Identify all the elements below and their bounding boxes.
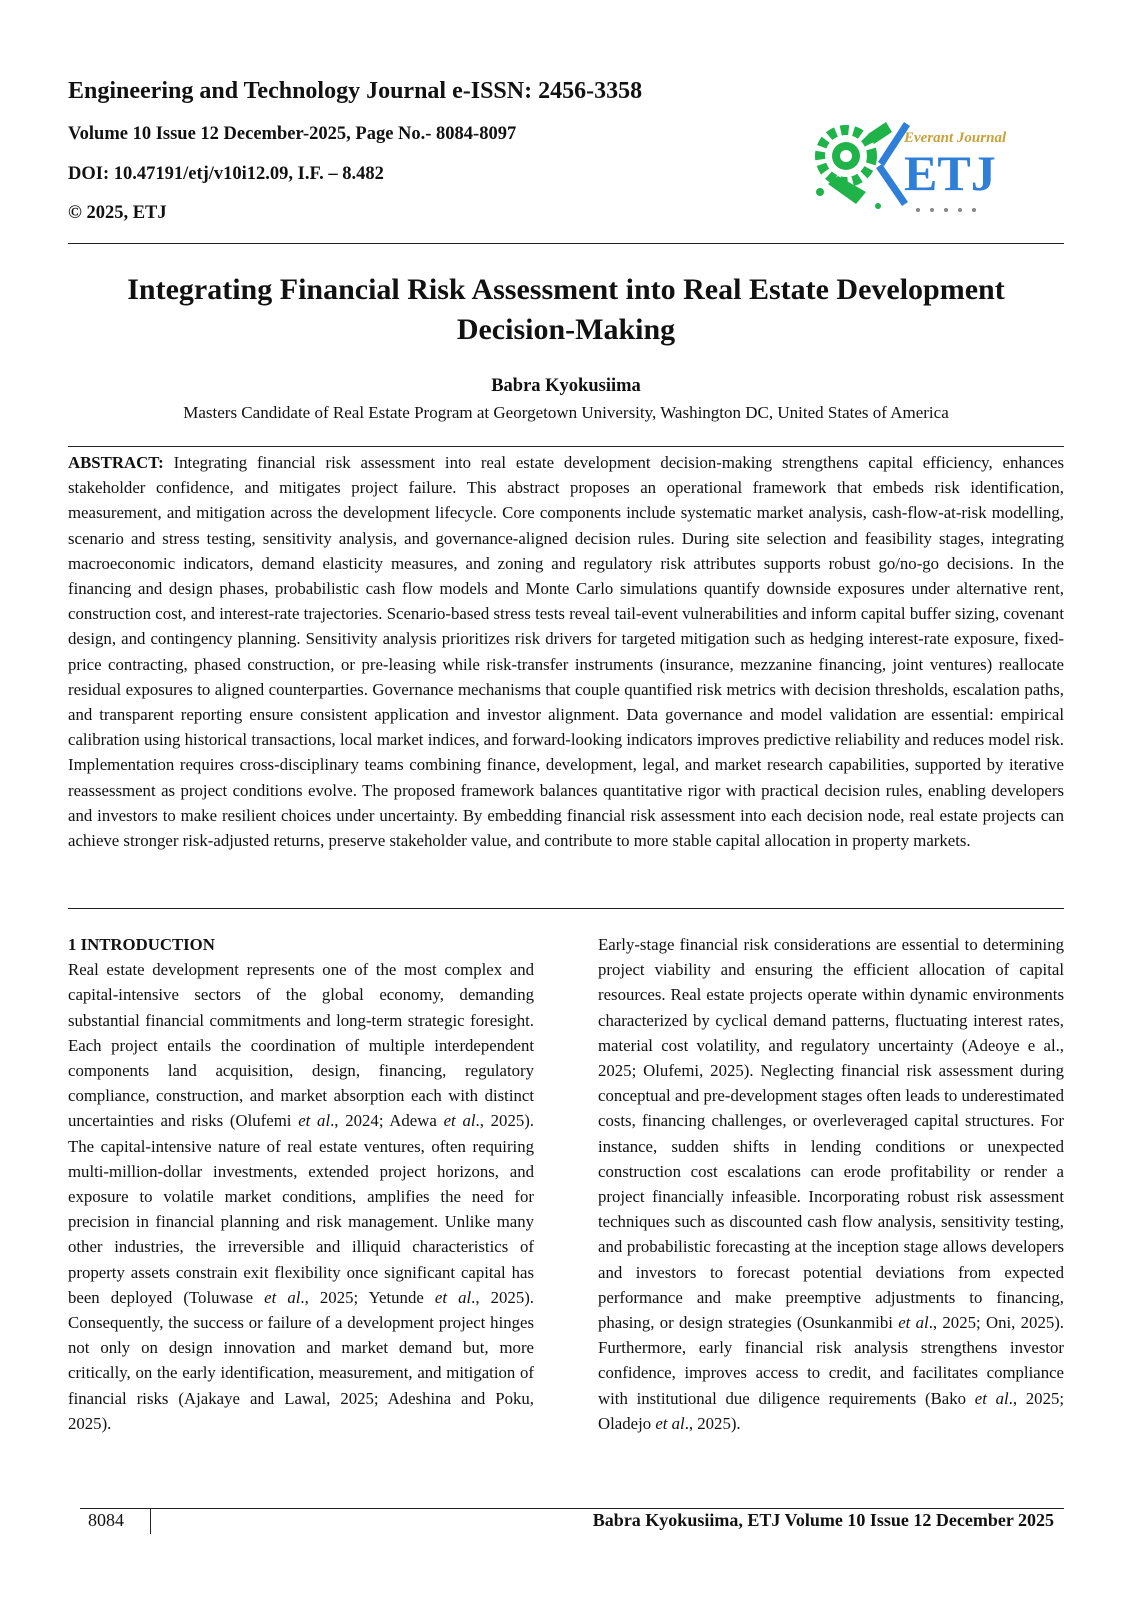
volume-info: Volume 10 Issue 12 December-2025, Page No.- 8084-8097 [68,124,517,144]
copyright-notice: © 2025, ETJ [68,203,167,223]
text-run: ., 2024; Adewa [330,1111,444,1131]
journal-title: Engineering and Technology Journal e-ISSN: 2456-3358 [68,78,643,104]
italic-text-run: et al [264,1287,301,1307]
footer-vertical-separator [150,1508,151,1534]
text-run: Real estate development represents one of the most complex and capital-intensive sectors of the global economy, demanding substantial financial commitments and long-term strategic foresight. Each project entails the coordination of multiple interdependent components land acquisition, design, financing, regulatory compliance, construction, and market absorption each with distinct uncertainties and risks (Olufemi [68,960,534,1131]
text-run: ., 2025; Oladejo [598,1388,1065,1433]
abstract-text: Integrating financial risk assessment into real estate development decision-making strengthens capital efficiency, enhances stakeholder confidence, and mitigates project failure. This abstract proposes an operational framework that embeds risk identification, measurement, and mitigation across the development lifecycle. Core components include systematic market analysis, cash-flow-at-risk modelling, scenario and stress testing, sensitivity analysis, and governance-aligned decision rules. During site selection and feasibility stages, integrating macroeconomic indicators, demand elasticity measures, and zoning and regulatory risk attributes supports robust go/no-go decisions. In the financing and design phases, probabilistic cash flow models and Monte Carlo simulations quantify downside exposures under alternative rent, construction cost, and interest-rate trajectories. Scenario-based stress tests reveal tail-event vulnerabilities and inform capital buffer sizing, covenant design, and contingency planning. Sensitivity analysis prioritizes risk drivers for targeted mitigation such as hedging interest-rate exposure, fixed-price contracting, phased construction, or pre-leasing while risk-transfer instruments (insurance, mezzanine financing, joint ventures) reallocate residual exposures to aligned counterparties. Governance mechanisms that couple quantified risk metrics with decision thresholds, escalation paths, and transparent reporting ensure consistent application and investor alignment. Data governance and model validation are essential: empirical calibration using historical transactions, local market indices, and forward-looking indicators improves predictive reliability and reduces model risk. Implementation requires cross-disciplinary teams combining finance, development, legal, and market research capabilities, supported by iterative reassessment as project conditions evolve. The proposed framework balances quantitative rigor with practical decision rules, enabling developers and investors to make resilient choices under uncertainty. By embedding financial risk assessment into each decision node, real estate projects can achieve stronger risk-adjusted returns, preserve stakeholder value, and contribute to more stable capital allocation in property markets. [68,453,1064,851]
abstract [68,450,1064,853]
italic-text-run: et al [443,1111,476,1131]
abstract-bottom-divider [68,908,1064,909]
italic-text-run: et al [655,1413,685,1433]
text-run: ., 2025). The capital-intensive nature of real estate ventures, often requiring multi-million-dollar investments, extended project horizons, and exposure to volatile market conditions, amplifies the need for precision in financial planning and risk management. Unlike many other industries, the irreversible and illiquid characteristics of property assets constrain exit flexibility once significant capital has been deployed (Toluwase [68,1111,535,1307]
abstract-top-divider [68,446,1064,447]
italic-text-run: et al [898,1313,929,1333]
text-run: ., 2025; Yetunde [300,1287,435,1307]
section-heading: 1 INTRODUCTION [68,935,215,954]
logo-mark-text: ETJ [904,145,996,201]
author-name: Babra Kyokusiima [491,376,641,396]
right-column [598,932,1064,1436]
logo-publisher-text: Everant Journal [904,130,1007,146]
intro-paragraph-right [598,932,1064,1436]
page-number: 8084 [88,1510,124,1530]
text-run: ., 2025). Consequently, the success or failure of a development project hinges not only on design innovation and market demand but, more critically, on the early identification, measurement, and mitigation of financial risks (Ajakaye and Lawal, 2025; Adeshina and Poku, 2025). [68,1287,534,1433]
header-divider [68,243,1064,244]
text-run: ., 2025; Oni, 2025). Furthermore, early financial risk analysis strengthens investor confidence, improves access to credit, and facilitates compliance with institutional due diligence requirements (Bako [598,1313,1065,1408]
doi-info: DOI: 10.47191/etj/v10i12.09, I.F. – 8.482 [68,164,384,184]
text-run: ., 2025). [684,1413,741,1433]
italic-text-run: et al [434,1287,472,1307]
left-column [68,932,534,1436]
text-run: Early-stage financial risk considerations are essential to determining project viability and ensuring the efficient allocation of capital resources. Real estate projects operate within dynamic environments characterized by cyclical demand patterns, fluctuating interest rates, material cost volatility, and regulatory uncertainty (Adeoye e al., 2025; Olufemi, 2025). Neglecting financial risk assessment during conceptual and pre-development stages often leads to underestimated costs, financing challenges, or overleveraged capital structures. For instance, sudden shifts in lending conditions or unexpected construction cost escalations can erode profitability or render a project financially infeasible. Incorporating robust risk assessment techniques such as discounted cash flow analysis, sensitivity testing, and probabilistic forecasting at the inception stage allows developers and investors to forecast potential deviations from expected performance and make preemptive adjustments to financing, phasing, or design strategies (Osunkanmibi [598,935,1064,1333]
footer-citation: Babra Kyokusiima, ETJ Volume 10 Issue 12 December 2025 [592,1510,1054,1530]
abstract-label: ABSTRACT: [68,453,164,472]
italic-text-run: et al [974,1388,1009,1408]
italic-text-run: et al [298,1111,331,1131]
intro-paragraph-left [68,957,534,1436]
footer-divider [80,1508,1064,1509]
etj-journal-logo [808,114,1018,224]
logo-decoration-icon [916,208,976,212]
paper-title: Integrating Financial Risk Assessment into Real Estate Development Decision-Making [127,273,1005,346]
author-affiliation: Masters Candidate of Real Estate Program at Georgetown University, Washington DC, United States of America [183,403,949,422]
